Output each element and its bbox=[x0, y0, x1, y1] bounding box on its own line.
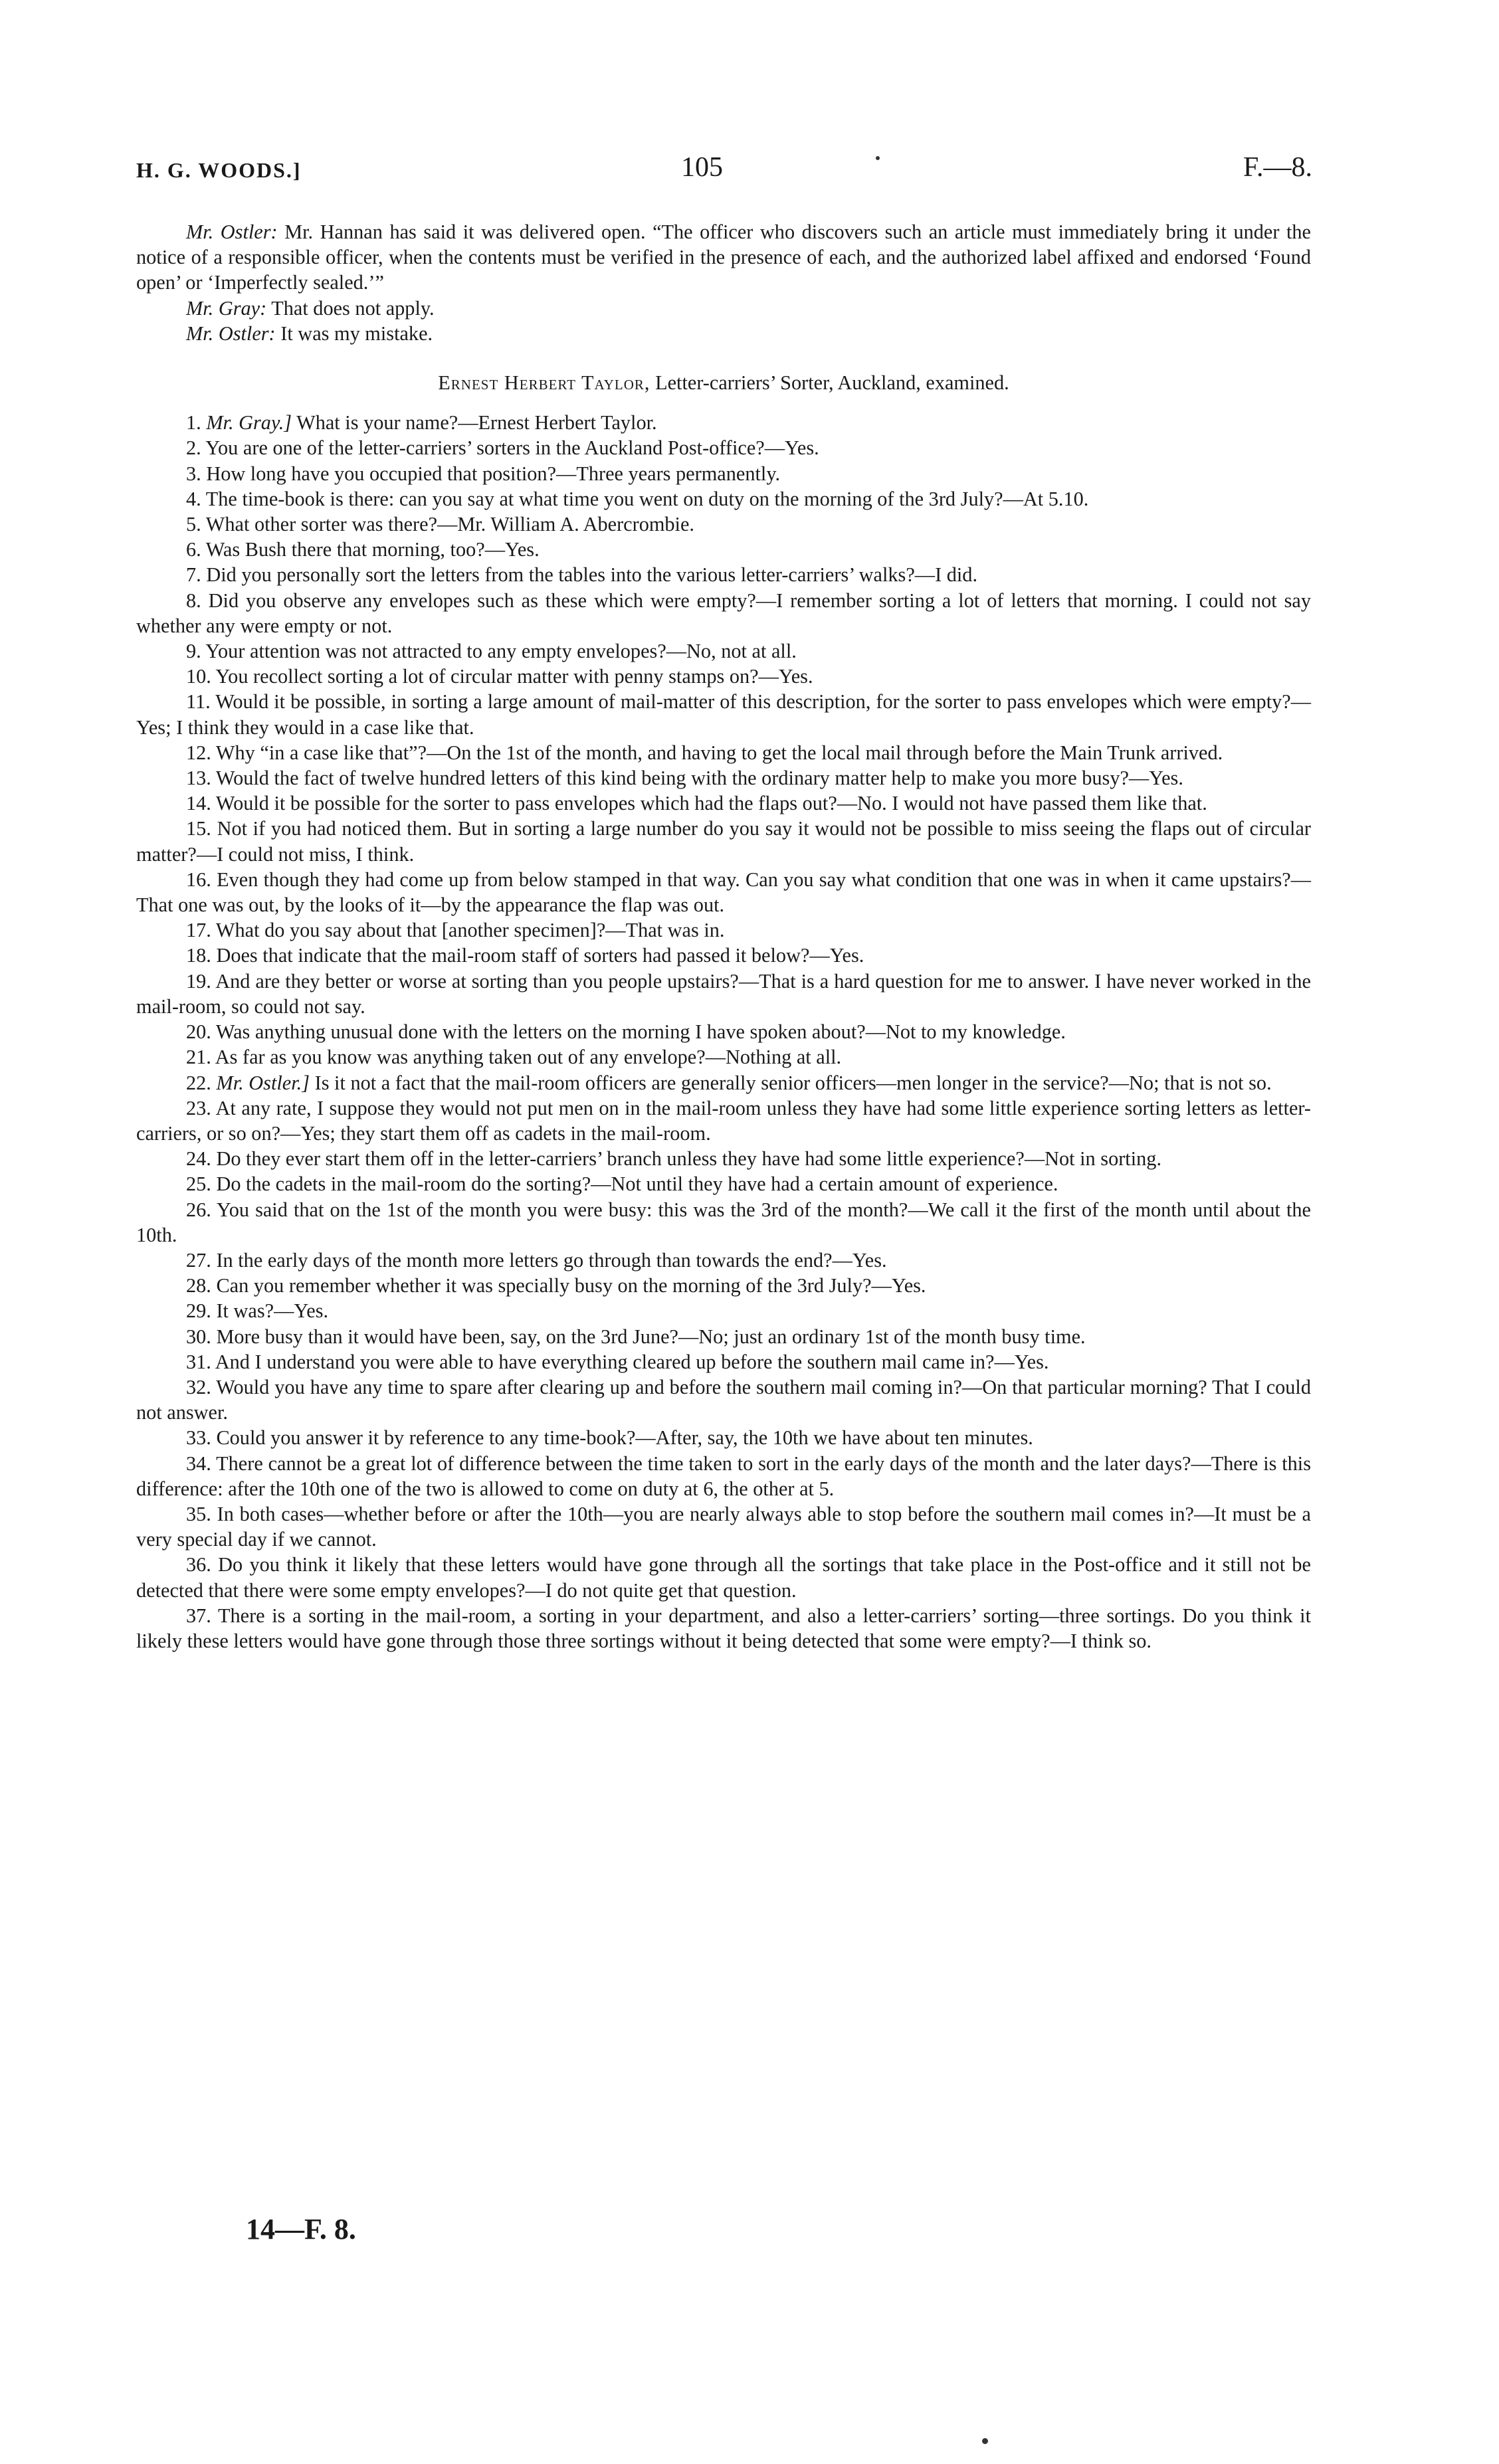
question-answer-item bbox=[136, 816, 1311, 866]
question-text: Would it be possible, in sorting a large amount of mail-matter of this description, for the sorter to pass envelopes which were empty?—Yes; I think they would in a case like that. bbox=[136, 690, 1312, 739]
question-text: Did you personally sort the letters from the tables into the various letter-carriers’ walks?—I did. bbox=[206, 563, 978, 587]
question-text: At any rate, I suppose they would not put men on in the mail-room unless they have had some little experience sorting letters as letter-carriers, or so on?—Yes; they start them off as cadets in the mail-room. bbox=[136, 1096, 1312, 1145]
question-number: 33. bbox=[186, 1426, 211, 1450]
question-number: 16. bbox=[186, 868, 211, 891]
question-number: 5. bbox=[186, 513, 201, 536]
question-text: Even though they had come up from below stamped in that way. Can you say what condition that one was in when it came upstairs?—That one was out, by the looks of it—by the appearance the flap was out. bbox=[136, 868, 1311, 917]
question-number: 2. bbox=[186, 436, 201, 460]
question-text: It was?—Yes. bbox=[216, 1299, 329, 1323]
question-text: The time-book is there: can you say at what time you went on duty on the morning of the 3rd July?—At 5.10. bbox=[205, 487, 1089, 510]
question-number: 21. bbox=[186, 1046, 211, 1069]
question-number: 7. bbox=[186, 563, 201, 587]
question-answer-item bbox=[136, 435, 1311, 460]
question-answer-item bbox=[136, 1374, 1311, 1425]
question-number: 8. bbox=[186, 589, 201, 612]
question-text: You recollect sorting a lot of circular matter with penny stamps on?—Yes. bbox=[215, 665, 813, 688]
question-text: As far as you know was anything taken out of any envelope?—Nothing at all. bbox=[215, 1046, 842, 1069]
question-number: 11. bbox=[186, 690, 211, 713]
question-number: 25. bbox=[186, 1173, 211, 1196]
question-text: Why “in a case like that”?—On the 1st of the month, and having to get the local mail through before the Main Trunk arrived. bbox=[215, 741, 1223, 764]
page-number: 105 bbox=[681, 152, 723, 183]
question-number: 27. bbox=[186, 1248, 211, 1272]
question-text: Do they ever start them off in the letter-carriers’ branch unless they have had some little experience?—Not in sorting. bbox=[216, 1147, 1162, 1171]
question-text: What do you say about that [another specimen]?—That was in. bbox=[215, 919, 725, 942]
question-list bbox=[136, 410, 1311, 1654]
question-number: 4. bbox=[186, 487, 201, 510]
question-text: Your attention was not attracted to any empty envelopes?—No, not at all. bbox=[205, 640, 797, 663]
question-number: 9. bbox=[186, 640, 201, 663]
page-header bbox=[136, 151, 1312, 191]
question-text: Would you have any time to spare after clearing up and before the southern mail coming in?—On that particular morning? That I could not answer. bbox=[136, 1375, 1311, 1424]
question-text: Does that indicate that the mail-room staff of sorters had passed it below?—Yes. bbox=[216, 944, 864, 967]
preamble-paragraph: Mr. Ostler: Mr. Hannan has said it was delivered open. “The officer who discovers such an article must immediately bring it under the notice of a responsible officer, when the contents must be verified in the presence of each, and the authorized label affixed and endorsed ‘Found open’ or ‘Imperfectly sealed.’” bbox=[136, 221, 1311, 294]
question-text: You are one of the letter-carriers’ sorters in the Auckland Post-office?—Yes. bbox=[205, 436, 819, 460]
question-text: Did you observe any envelopes such as these which were empty?—I remember sorting a lot of letters that morning. I could not say whether any were empty or not. bbox=[136, 589, 1311, 637]
question-text: What is your name?—Ernest Herbert Taylor. bbox=[292, 411, 657, 434]
header-witness-name: H. G. WOODS.] bbox=[136, 158, 302, 182]
question-answer-item bbox=[136, 1197, 1311, 1248]
question-answer-item bbox=[136, 1298, 1311, 1323]
question-text: How long have you occupied that position?—Three years permanently. bbox=[206, 462, 781, 485]
question-text: Not if you had noticed them. But in sorting a large number do you say it would not be possible to miss seeing the flaps out of circular matter?—I could not miss, I think. bbox=[136, 817, 1312, 866]
question-number: 29. bbox=[186, 1299, 211, 1323]
question-number: 24. bbox=[186, 1147, 211, 1171]
question-answer-item bbox=[136, 1451, 1311, 1501]
speaker-name: Mr. Gray.] bbox=[206, 411, 292, 434]
question-text: Would it be possible for the sorter to pass envelopes which had the flaps out?—No. I would not have passed them like that. bbox=[215, 792, 1207, 815]
preamble-paragraph: Mr. Ostler: It was my mistake. bbox=[186, 322, 433, 345]
question-text: What other sorter was there?—Mr. William A. Abercrombie. bbox=[205, 513, 694, 536]
document-reference: F.—8. bbox=[1243, 152, 1312, 183]
question-text: And I understand you were able to have everything cleared up before the southern mail came in?—Yes. bbox=[215, 1350, 1049, 1373]
question-answer-item bbox=[136, 1324, 1311, 1349]
question-number: 20. bbox=[186, 1020, 211, 1044]
question-text: Is it not a fact that the mail-room officers are generally senior officers—men longer in the service?—No; that is not so. bbox=[310, 1071, 1272, 1094]
question-answer-item bbox=[136, 1044, 1311, 1070]
question-answer-item bbox=[136, 740, 1311, 765]
question-number: 15. bbox=[186, 817, 211, 840]
question-answer-item bbox=[136, 1146, 1311, 1171]
question-answer-item bbox=[136, 765, 1311, 791]
preamble-paragraph: Mr. Gray: That does not apply. bbox=[186, 296, 435, 320]
question-text: There is a sorting in the mail-room, a sorting in your department, and also a letter-carriers’ sorting—three sortings. Do you think it likely these letters would have gone through those three sortings without it being detected that some were empty?—I think so. bbox=[136, 1604, 1312, 1652]
question-number: 30. bbox=[186, 1325, 211, 1348]
question-answer-item bbox=[136, 1248, 1311, 1273]
question-answer-item bbox=[136, 1425, 1311, 1450]
question-number: 26. bbox=[186, 1198, 211, 1221]
question-answer-item bbox=[136, 1603, 1311, 1654]
question-number: 10. bbox=[186, 665, 211, 688]
question-number: 23. bbox=[186, 1096, 211, 1119]
question-answer-item bbox=[136, 562, 1311, 587]
question-answer-item bbox=[136, 588, 1311, 638]
question-answer-item bbox=[136, 410, 1311, 435]
print-speck bbox=[876, 156, 880, 160]
question-answer-item bbox=[136, 791, 1311, 816]
question-answer-item bbox=[136, 512, 1311, 537]
question-answer-item bbox=[136, 943, 1311, 968]
question-answer-item bbox=[136, 867, 1311, 917]
question-text: Was anything unusual done with the letters on the morning I have spoken about?—Not to my knowledge. bbox=[215, 1020, 1066, 1044]
transcript-body bbox=[136, 219, 1311, 1654]
question-answer-item bbox=[136, 1501, 1311, 1552]
question-text: More busy than it would have been, say, on the 3rd June?—No; just an ordinary 1st of the month busy time. bbox=[216, 1325, 1086, 1348]
question-text: Do the cadets in the mail-room do the sorting?—Not until they have had a certain amount of experience. bbox=[216, 1173, 1058, 1196]
question-number: 13. bbox=[186, 767, 211, 790]
question-answer-item bbox=[136, 1273, 1311, 1298]
question-text: Do you think it likely that these letters would have gone through all the sortings that take place in the Post-office and it still not be detected that there were some empty envelopes?—I do not quite get that question. bbox=[136, 1553, 1311, 1602]
question-number: 3. bbox=[186, 462, 201, 485]
question-number: 31. bbox=[186, 1350, 211, 1373]
question-text: Would the fact of twelve hundred letters of this kind being with the ordinary matter help to make you more busy?—Yes. bbox=[215, 767, 1183, 790]
question-answer-item bbox=[136, 917, 1311, 943]
question-answer-item bbox=[136, 1070, 1311, 1095]
question-number: 17. bbox=[186, 919, 211, 942]
print-speck bbox=[982, 2438, 988, 2444]
signature-mark: 14—F. 8. bbox=[246, 2213, 356, 2245]
question-answer-item bbox=[136, 1019, 1311, 1044]
question-number: 22. bbox=[186, 1071, 211, 1094]
question-number: 36. bbox=[186, 1553, 211, 1576]
question-answer-item bbox=[136, 1095, 1311, 1146]
question-answer-item bbox=[136, 486, 1311, 512]
question-number: 18. bbox=[186, 944, 211, 967]
question-answer-item bbox=[136, 537, 1311, 562]
question-number: 37. bbox=[186, 1604, 211, 1627]
question-text: You said that on the 1st of the month you were busy: this was the 3rd of the month?—We call it the first of the month until about the 10th. bbox=[136, 1198, 1312, 1246]
question-text: In the early days of the month more letters go through than towards the end?—Yes. bbox=[216, 1248, 887, 1272]
question-text: Could you answer it by reference to any time-book?—After, say, the 10th we have about ten minutes. bbox=[216, 1426, 1033, 1450]
question-text: Was Bush there that morning, too?—Yes. bbox=[205, 538, 540, 561]
speaker-name: Mr. Ostler.] bbox=[216, 1071, 310, 1094]
question-number: 14. bbox=[186, 792, 211, 815]
question-text: Can you remember whether it was specially busy on the morning of the 3rd July?—Yes. bbox=[216, 1274, 926, 1297]
question-number: 35. bbox=[186, 1502, 211, 1525]
question-answer-item bbox=[136, 1552, 1311, 1602]
question-text: In both cases—whether before or after the 10th—you are nearly always able to stop before the southern mail comes in?—It must be a very special day if we cannot. bbox=[136, 1502, 1311, 1551]
question-text: There cannot be a great lot of difference between the time taken to sort in the early days of the month and the later days?—There is this difference: after the 10th one of the two is allowed to come on duty at 6, the other at 5. bbox=[136, 1452, 1311, 1500]
question-number: 19. bbox=[186, 969, 211, 993]
question-answer-item bbox=[136, 664, 1311, 689]
question-answer-item bbox=[136, 969, 1311, 1019]
question-answer-item bbox=[136, 1171, 1311, 1196]
witness-heading: Ernest Herbert Taylor, Letter-carriers’ Sorter, Auckland, examined. bbox=[438, 371, 1009, 395]
question-number: 6. bbox=[186, 538, 201, 561]
question-answer-item bbox=[136, 1349, 1311, 1374]
question-number: 12. bbox=[186, 741, 211, 764]
question-answer-item bbox=[136, 689, 1311, 739]
question-answer-item bbox=[136, 461, 1311, 486]
question-answer-item bbox=[136, 638, 1311, 664]
question-text: And are they better or worse at sorting than you people upstairs?—That is a hard question for me to answer. I have never worked in the mail-room, so could not say. bbox=[136, 969, 1312, 1018]
question-number: 32. bbox=[186, 1375, 211, 1398]
question-number: 1. bbox=[186, 411, 201, 434]
question-number: 34. bbox=[186, 1452, 211, 1475]
question-number: 28. bbox=[186, 1274, 211, 1297]
